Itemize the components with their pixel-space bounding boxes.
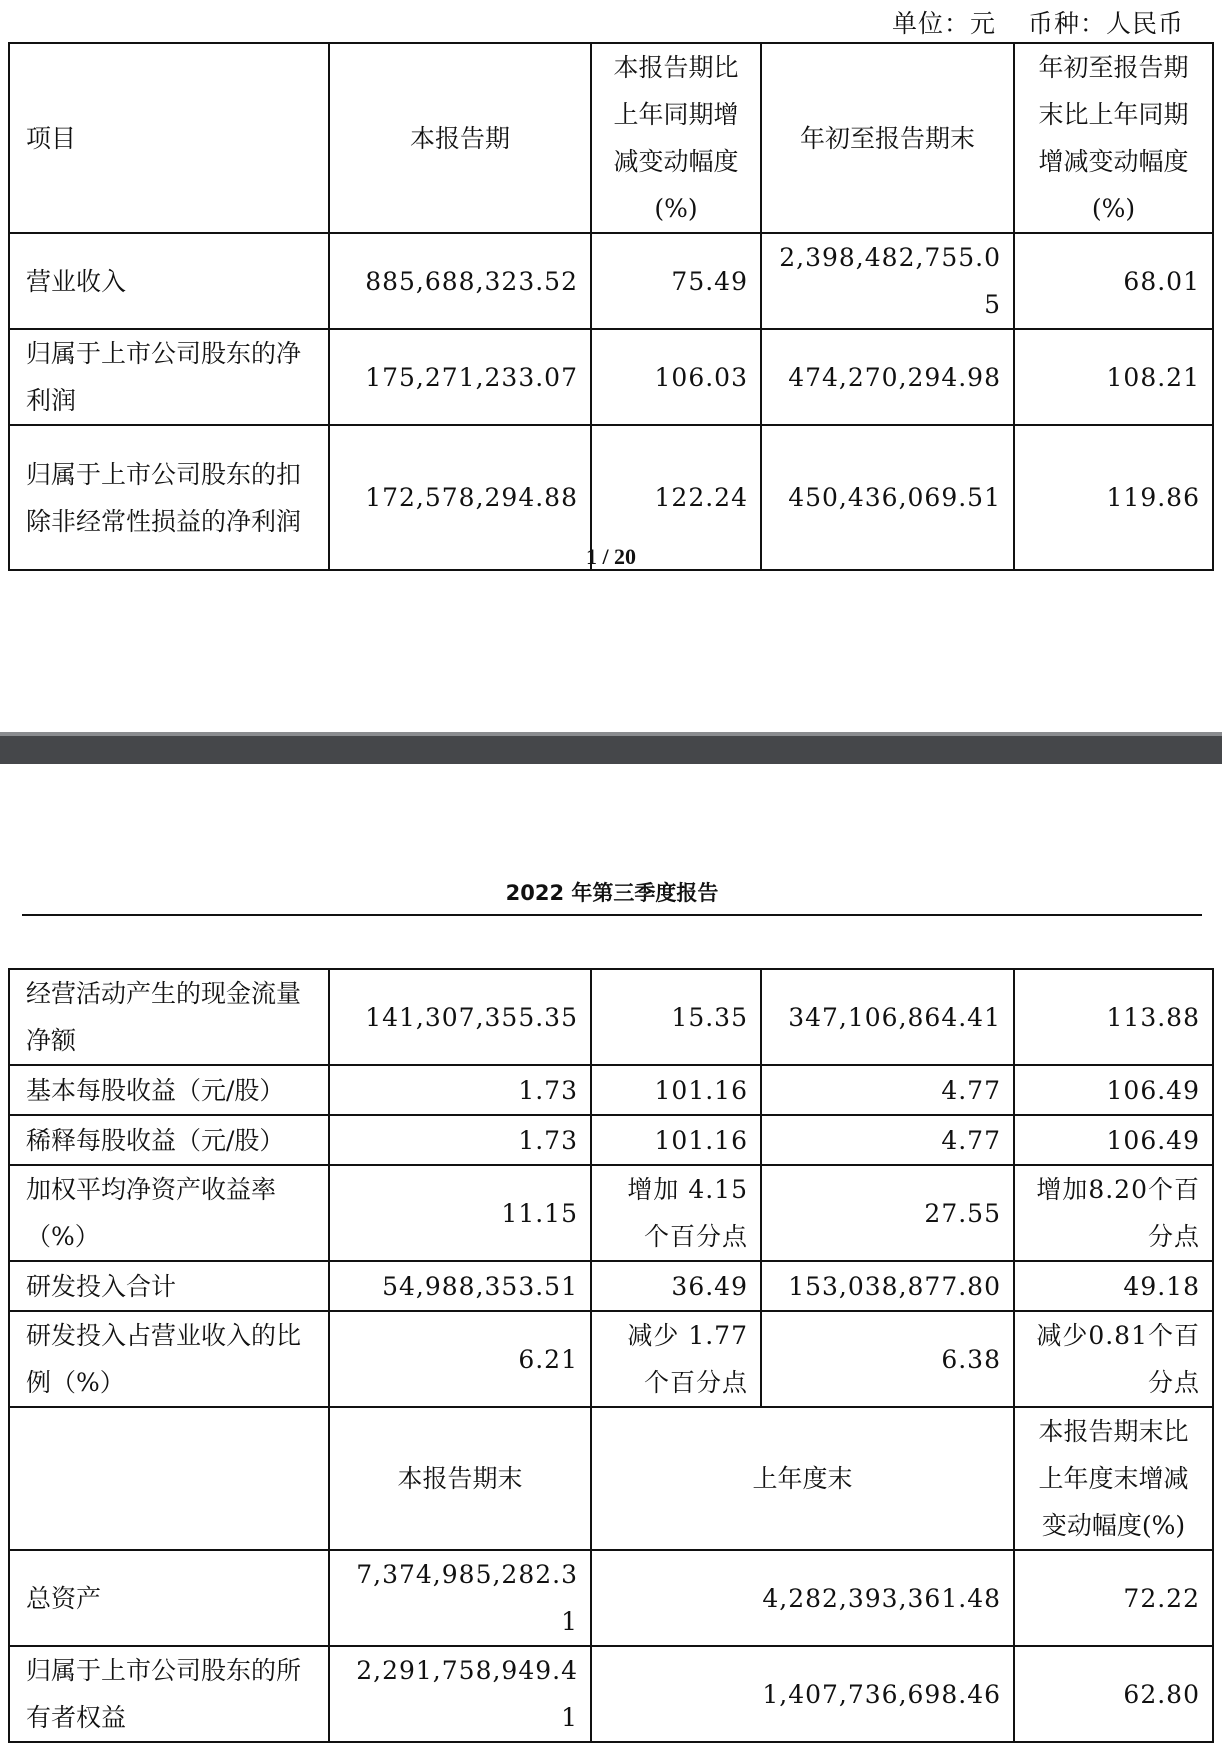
cell-value: 106.49 bbox=[1014, 1115, 1213, 1165]
cell-value: 36.49 bbox=[591, 1261, 761, 1311]
table-row bbox=[9, 1261, 1213, 1311]
header-item: 项目 bbox=[9, 43, 329, 233]
cell-value: 15.35 bbox=[591, 969, 761, 1065]
row-label: 研发投入占营业收入的比例（%） bbox=[9, 1311, 329, 1407]
cell-value: 347,106,864.41 bbox=[761, 969, 1014, 1065]
row-label: 稀释每股收益（元/股） bbox=[9, 1115, 329, 1165]
cell-value: 增加 4.15 个百分点 bbox=[591, 1165, 761, 1261]
row-label: 加权平均净资产收益率（%） bbox=[9, 1165, 329, 1261]
cell-value: 885,688,323.52 bbox=[329, 233, 591, 329]
header-ytd: 年初至报告期末 bbox=[761, 43, 1014, 233]
table-row bbox=[9, 969, 1213, 1065]
row-label: 归属于上市公司股东的所有者权益 bbox=[9, 1646, 329, 1742]
cell-value: 4,282,393,361.48 bbox=[591, 1550, 1014, 1646]
header-prior-year-end: 上年度末 bbox=[591, 1407, 1014, 1550]
cell-value: 1,407,736,698.46 bbox=[591, 1646, 1014, 1742]
cell-value: 4.77 bbox=[761, 1115, 1014, 1165]
table-row bbox=[9, 1311, 1213, 1407]
table-row bbox=[9, 1165, 1213, 1261]
cell-value: 54,988,353.51 bbox=[329, 1261, 591, 1311]
table-row bbox=[9, 329, 1213, 425]
page-number: 1 / 20 bbox=[585, 544, 637, 569]
row-label: 归属于上市公司股东的扣除非经常性损益的净利润 bbox=[9, 425, 329, 570]
financial-table-bottom bbox=[8, 968, 1214, 1743]
report-header bbox=[22, 876, 1202, 916]
cell-value: 6.21 bbox=[329, 1311, 591, 1407]
row-label: 研发投入合计 bbox=[9, 1261, 329, 1311]
cell-value: 2,291,758,949.41 bbox=[329, 1646, 591, 1742]
table-row bbox=[9, 1646, 1213, 1742]
cell-value: 106.03 bbox=[591, 329, 761, 425]
cell-value: 172,578,294.88 bbox=[329, 425, 591, 570]
row-label: 基本每股收益（元/股） bbox=[9, 1065, 329, 1115]
table-header-row bbox=[9, 43, 1213, 233]
row-label: 经营活动产生的现金流量净额 bbox=[9, 969, 329, 1065]
table-row bbox=[9, 1115, 1213, 1165]
header-current-yoy: 本报告期比上年同期增减变动幅度(%) bbox=[591, 43, 761, 233]
cell-value: 450,436,069.51 bbox=[761, 425, 1014, 570]
unit-line bbox=[892, 4, 1184, 40]
currency-label: 币种：人民币 bbox=[1027, 9, 1184, 38]
cell-value: 11.15 bbox=[329, 1165, 591, 1261]
cell-value: 153,038,877.80 bbox=[761, 1261, 1014, 1311]
cell-value: 68.01 bbox=[1014, 233, 1213, 329]
page-separator bbox=[0, 736, 1222, 764]
cell-value: 1.73 bbox=[329, 1115, 591, 1165]
cell-value: 增加8.20个百分点 bbox=[1014, 1165, 1213, 1261]
header-period-end: 本报告期末 bbox=[329, 1407, 591, 1550]
cell-value: 减少0.81个百分点 bbox=[1014, 1311, 1213, 1407]
row-label: 总资产 bbox=[9, 1550, 329, 1646]
cell-value: 27.55 bbox=[761, 1165, 1014, 1261]
unit-label: 单位：元 bbox=[891, 9, 996, 38]
cell-value: 2,398,482,755.05 bbox=[761, 233, 1014, 329]
table-row bbox=[9, 1065, 1213, 1115]
cell-value: 6.38 bbox=[761, 1311, 1014, 1407]
cell-value: 119.86 bbox=[1014, 425, 1213, 570]
header-change-pct: 本报告期末比上年度末增减变动幅度(%) bbox=[1014, 1407, 1213, 1550]
cell-value: 122.24 bbox=[591, 425, 761, 570]
header-ytd-yoy: 年初至报告期末比上年同期增减变动幅度(%) bbox=[1014, 43, 1213, 233]
cell-value: 4.77 bbox=[761, 1065, 1014, 1115]
cell-value: 49.18 bbox=[1014, 1261, 1213, 1311]
cell-value: 1.73 bbox=[329, 1065, 591, 1115]
cell-value: 474,270,294.98 bbox=[761, 329, 1014, 425]
cell-value: 101.16 bbox=[591, 1115, 761, 1165]
cell-value: 72.22 bbox=[1014, 1550, 1213, 1646]
cell-value: 减少 1.77 个百分点 bbox=[591, 1311, 761, 1407]
cell-value: 141,307,355.35 bbox=[329, 969, 591, 1065]
cell-value: 106.49 bbox=[1014, 1065, 1213, 1115]
cell-value: 108.21 bbox=[1014, 329, 1213, 425]
cell-value: 101.16 bbox=[591, 1065, 761, 1115]
row-label: 营业收入 bbox=[9, 233, 329, 329]
report-title: 2022 年第三季度报告 bbox=[505, 881, 719, 905]
financial-table-top bbox=[8, 42, 1214, 571]
balance-header-item bbox=[9, 1407, 329, 1550]
table-row bbox=[9, 233, 1213, 329]
header-current-period: 本报告期 bbox=[329, 43, 591, 233]
cell-value: 175,271,233.07 bbox=[329, 329, 591, 425]
cell-value: 113.88 bbox=[1014, 969, 1213, 1065]
row-label: 归属于上市公司股东的净利润 bbox=[9, 329, 329, 425]
cell-value: 62.80 bbox=[1014, 1646, 1213, 1742]
table-row bbox=[9, 1550, 1213, 1646]
cell-value: 75.49 bbox=[591, 233, 761, 329]
cell-value: 7,374,985,282.31 bbox=[329, 1550, 591, 1646]
balance-header-row bbox=[9, 1407, 1213, 1550]
